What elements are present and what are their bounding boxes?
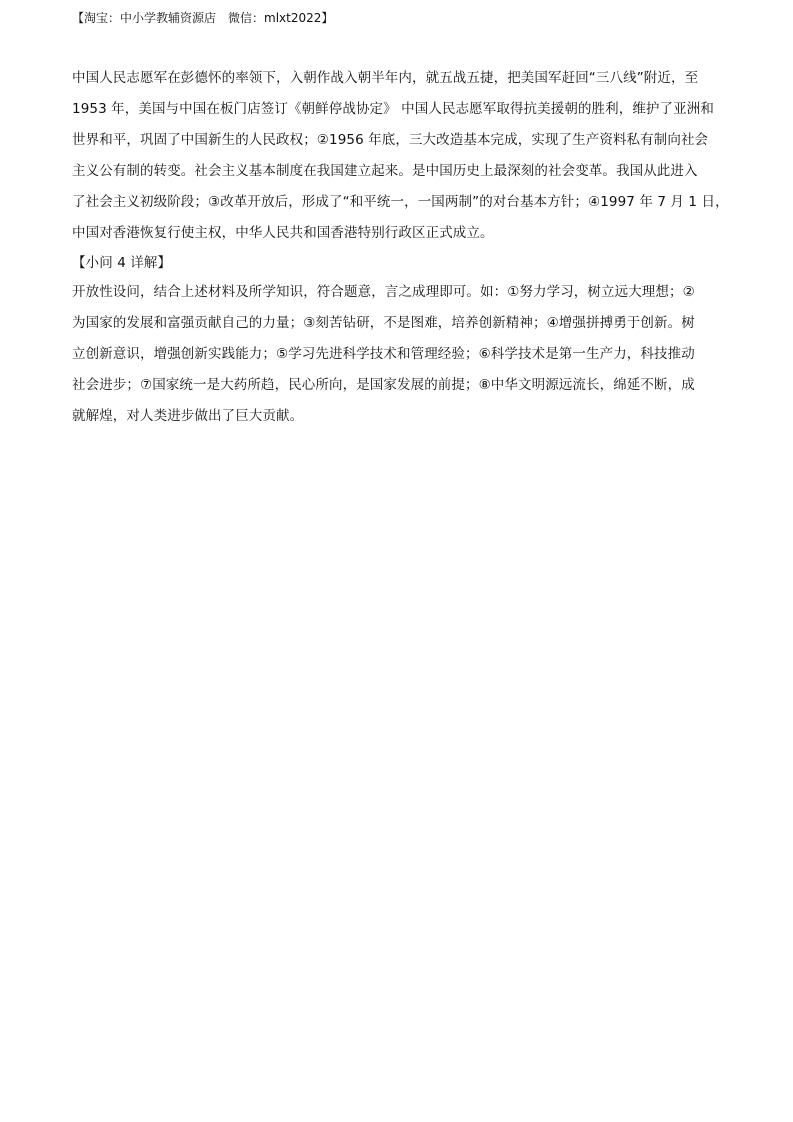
text-line: 就解煌，对人类进步做出了巨大贡献。 [72,408,304,424]
section-heading: 【小问 4 详解】 [72,255,172,271]
answer-paragraph-4 [72,277,722,432]
text-line: 世界和平，巩固了中国新生的人民政权；②1956 年底，三大改造基本完成，实现了生产资料私有制向社会 [72,132,709,148]
text-line: 1953 年，美国与中国在板门店签订《朝鲜停战协定》 中国人民志愿军取得抗美援朝的胜利，维护了亚洲和 [72,101,714,117]
text-line: 立创新意识，增强创新实践能力；⑤学习先进科学技术和管理经验；⑥科学技术是第一生产力，科技推动 [72,346,695,362]
text-line: 了社会主义初级阶段；③改革开放后，形成了“和平统一，一国两制”的对台基本方针；④1997 年 7 月 1 日， [72,194,729,210]
document-body [72,63,729,432]
text-line: 主义公有制的转变。社会主义基本制度在我国建立起来。是中国历史上最深刻的社会变革。我国从此进入 [72,163,698,179]
watermark-header: 【淘宝：中小学教辅资源店 微信：mlxt2022】 [72,11,334,25]
text-line: 社会进步；⑦国家统一是大药所趋，民心所向，是国家发展的前提；⑧中华文明源远流长，绵延不断，成 [72,377,695,393]
text-line: 为国家的发展和富强贡献自己的力量；③刻苦钻研，不是图难，培养创新精神；④增强拼搏勇于创新。树 [72,315,695,331]
text-line: 中国人民志愿军在彭德怀的率领下，入朝作战入朝半年内，就五战五捷，把美国军赶回“三八线”附近，至 [72,70,699,86]
answer-paragraph-3 [72,63,729,249]
text-line: 中国对香港恢复行使主权，中华人民共和国香港特别行政区正式成立。 [72,225,494,241]
text-line: 开放性设问，结合上述材料及所学知识，符合题意，言之成理即可。如：①努力学习，树立远大理想；② [72,284,695,300]
